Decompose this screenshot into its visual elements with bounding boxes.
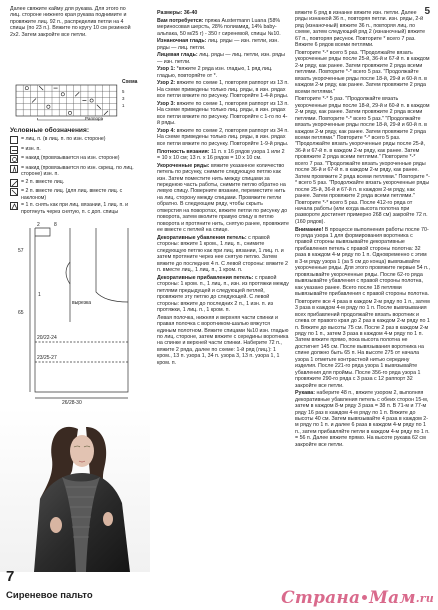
chart-repeat-label: Раппорт <box>85 116 103 121</box>
chart-stitch-mark <box>75 92 79 96</box>
instruction-paragraph <box>295 50 430 95</box>
k2tog-symbol <box>10 179 18 187</box>
instruction-text: Повторите все 4 раза в каждом 2-м ряду по 1 п., затем 3 раза в каждом 4-м ряду по 1 п. После вывязывания всех прибавлений продолжайте вязать воротник и слева от правого края до 2 раз в каждом 2-м ряду по 1 п. Вяжите до высоты 75 см. После 2 раз в каждом 2-м ряду по 1 п., затем 3 раза в каждом 4-м ряду по 1 п. Затем вяжите прямо, пока высота полотна не достигнет 145 см. После вывязывания воротника на спине должно быть 65 п. На высоте 275 от начала узора 1 отметьте контрастной нитью середину изделия. После 221-го ряда узора 1 вывязывайте убавления для проймы. После 356-го ряда узора 1 провяжите 290-го ряда с 3 раза с 12 раппорт 32 закройте все петли. <box>295 298 430 389</box>
legend-item <box>10 155 140 163</box>
legend-title: Условные обозначения: <box>10 127 90 134</box>
instruction-paragraph <box>295 390 430 448</box>
schematic-label: 20/22-24 <box>37 335 57 341</box>
chart-stitch-mark <box>68 111 71 114</box>
legend-item <box>10 165 140 178</box>
stitch-chart <box>10 76 150 124</box>
watermark-dot-icon <box>362 595 367 600</box>
instruction-heading: Узор 3: <box>157 101 176 108</box>
instruction-paragraph <box>157 163 289 234</box>
chart-row-number: 5 <box>122 89 125 94</box>
instruction-text: вяжите по схеме 1, повторяя раппорт из 13 п. На схеме приведены только лиц. ряды, в изн. рядах все петли вяжите по рисунку. Повторяйте 1-4-й ряды. <box>157 80 289 100</box>
watermark-suffix: .ru <box>415 591 434 605</box>
instruction-heading: Узор 1: <box>157 66 176 73</box>
symbol-legend <box>10 128 140 217</box>
chart-stitch-mark <box>97 105 101 109</box>
site-watermark-logo <box>281 586 434 610</box>
legend-item-text: = накид (провязывается по изн. скрещ. по лиц. стороне) изн. п. <box>21 164 134 178</box>
legend-item <box>10 136 140 144</box>
schematic-label: 1 <box>38 292 41 298</box>
instruction-paragraph <box>157 10 289 16</box>
instruction-heading: Плотность вязания: <box>157 148 210 155</box>
legend-item-text: = накид (провязывается на изн. стороне) <box>21 155 120 162</box>
chart-stitch-mark <box>25 87 28 90</box>
legend-item <box>10 202 140 215</box>
instruction-paragraph <box>157 18 289 37</box>
instruction-paragraph <box>295 96 430 225</box>
page-number: 5 <box>424 6 430 17</box>
crossed-yarn-over-symbol <box>10 165 18 173</box>
legend-item-text: = лиц. п. (в лиц. п. по изн. стороне) <box>21 136 106 143</box>
instruction-text: лиц. ряды — изн. петли, изн. ряды — лиц. петли. <box>157 38 279 51</box>
schematic-label: 57 <box>18 248 24 254</box>
instruction-heading: Декоративные убавления петель: <box>157 234 247 241</box>
schematic-label: 23/25-27 <box>37 355 57 361</box>
instruction-heading: Лицевая гладь: <box>157 52 198 59</box>
chart-stitch-mark <box>32 99 36 103</box>
instruction-text: *вяжите 2 ряда изн. гладью, 1 ряд лиц. гладью, повторяйте от *. <box>157 66 273 79</box>
intro-paragraph: Далее свяжите кайму для рукава. Для этого по лиц. стороне нижнего края рукава поднимите и провяжите лиц. 92 п., распределив петли на 4 спицы (по 23 п.). Вяжите по кругу 10 см резинкой 2х2. Затем закройте все петли. <box>10 6 131 38</box>
instruction-paragraph <box>157 66 289 79</box>
instruction-paragraph <box>157 275 289 314</box>
instruction-heading: Рукава: <box>295 390 315 397</box>
instruction-paragraph <box>157 101 289 127</box>
instruction-heading: Изнаночная гладь: <box>157 38 207 45</box>
watermark-text-b: Мам <box>369 588 416 608</box>
pattern-title: Сиреневое пальто <box>6 590 93 601</box>
instructions-column-right <box>295 10 430 449</box>
legend-item-text: = 2 п. вместе лиц. (для лиц. вместе лиц. с наклоном) <box>21 188 123 201</box>
schematic-label: вырезка <box>72 300 92 306</box>
instruction-paragraph <box>157 38 289 51</box>
k2tog-left-symbol <box>10 188 18 196</box>
instruction-heading: Декоративные прибавления петель: <box>157 274 254 281</box>
instruction-text: вяжите по схеме 2, повторяя раппорт из 34 п. На схеме приведены только лиц. ряды, в изн. рядах все петли вяжите по рисунку. Повторяйте 1-9-й ряды. <box>157 128 289 147</box>
instruction-text: вяжите указанное количество петель по рисунку, снимите следующую петлю как изн. Затем поместите нить между спицами за переднюю часть работы, снимите петлю обратно на левую спицу. Поверните вязание, переместите нить на лиц. сторону между спицами. Провяжите петли обратно. В следующем ряду, чтобы скрыть отверстия на поворотах, вяжите петли по рисунку до поворота, затем вколите правую спицу в петлю поворота и протяните нить, снятую ранее, провяжите ее вместе с петлей на спице. <box>157 162 289 234</box>
instruction-text: пряжа Austermann Luana (58% мериносовая шерсть, 28% полиамид, 14% baby-альпака, 50 м/25 г) - 350 г сиреневой, спицы №10. <box>157 17 281 37</box>
instruction-paragraph <box>157 52 289 65</box>
instruction-paragraph <box>157 128 289 147</box>
instruction-paragraph <box>157 80 289 99</box>
chart-row-number: 3 <box>122 96 125 101</box>
instruction-text: наберите 48 п., вяжите узором 2, выполняя декоративные убавления петель с обеих сторон 15-м, затем в каждом 8-м ряду 3 раза = 38 п. В 71-м и 77-м ряду 16 раз в каждом 4-м ряду по 1 п. Вяжите до высоты 40 см. Затем вывязывайте 4 раза в каждом 2-м ряду по 1 п. и далее 6 раза в каждом 4-м ряду по 1 п., затем прибавляйте петли в каждом 4-м ряду по 1 п. = 56 п. Далее вяжите прямо. На высоте рукава 62 см закройте все петли. <box>295 390 430 448</box>
instruction-text: Повторите *-* 5 раз. "Продолжайте вязать укороченные ряды после 18-й, 29-й и 60-й п. в каждом 2-м ряду, как ранее. Затем провяжите 2 ряда всеми петлями. Повторите *-* всего 5 раз." "Продолжайте вязать укороченные ряды после 18-й, 29-й и 60-й п. в каждом 2-м ряду, как ранее. Затем провяжите 2 ряда всеми петлями." Повторите *-* всего 5 раз. "Продолжайте вязать укороченные ряды после 25-й, 36-й и 67-й п. в каждом 2-м ряду, как ранее. Затем провяжите 2 ряда всеми петлями." Повторите *-* всего 7 раз. "Продолжайте вязать укороченные ряды после 36-й и 67-й п. в каждом 2-м ряду, как ранее. Затем провяжите 2 ряда всеми петлями." Повторите *-* всего 5 раз. "Продолжайте вязать укороченные ряды после 25-й, 36-й и 67-й п. в каждом 2-м ряду, как ранее. Затем провяжите 2 ряда всеми петлями." Повторите *-* всего 5 раз. После 412-го ряда от начала работы (или когда высота полотна при развороте достигнет примерно 268 см) закройте 72 п. (160 рядов). <box>295 96 430 225</box>
instruction-text: с правой стороны: 1 кром. п., 1 лиц. п., изн. из протяжки между петлями предыдущей и следующей петлей, провяжите эту петлю до следующей. С левой стороны: вяжите до последних 2 п., 1 изн. п. из протяжки, 1 лиц. п., 1 кром. п. <box>157 274 289 313</box>
instruction-text: Повторите *-* всего 5 раз. "Продолжайте вязать укороченные ряды после 25-й, 36-й и 67-й п. в каждом 2-м ряду, как ранее. Затем провяжите 2 ряда всеми петлями. Повторите *-* всего 5 раз. "Продолжайте вязать укороченные ряды после 18-й, 29-й и 60-й п. в каждом 2-м ряду, как ранее. Затем провяжите 2 ряда всеми петлями." <box>295 49 430 95</box>
instruction-text: 11 п. х 16 рядов узора 1 или 2 = 10 х 10 см; 13 п. х 16 рядов = 10 х 10 см. <box>157 148 285 162</box>
instruction-heading: Укороченные ряды: <box>157 162 210 169</box>
model-photo <box>0 407 150 572</box>
chart-scheme-label: Схема <box>122 79 138 85</box>
schematic-label: 26/28-30 <box>62 400 82 404</box>
instruction-paragraph <box>295 10 430 49</box>
instruction-heading: Внимание! <box>295 226 324 233</box>
chart-stitch-mark <box>61 93 64 96</box>
instructions-column-middle <box>157 10 289 367</box>
instruction-text: вяжите по схеме 1, повторяя раппорт из 13 п. На схеме приведены только лиц. ряды, в изн. рядах все петли вяжите по рисунку. Повторяйте с 1-го по 4-й ряды. <box>157 101 289 127</box>
ssk-symbol <box>10 202 18 210</box>
chart-stitch-mark <box>90 99 93 102</box>
legend-item-text: = изн. п. <box>21 145 41 152</box>
schematic-label: 8 <box>54 222 57 228</box>
pattern-number: 7 <box>6 568 15 585</box>
instruction-paragraph <box>157 149 289 162</box>
instruction-paragraph <box>157 235 289 274</box>
instruction-heading: Узор 4: <box>157 128 176 135</box>
chart-stitch-mark <box>39 86 43 90</box>
legend-item-text: = 1 п. снять как при лиц. вязании, 1 лиц. п. и протянуть через снятую, п. с доп. спицы <box>21 202 129 215</box>
instruction-paragraph <box>295 227 430 298</box>
legend-item-text: = 2 п. вместе лиц. <box>21 178 65 185</box>
knit-stitch-symbol <box>10 136 18 144</box>
left-intro-text <box>10 6 135 39</box>
garment-schematic <box>10 222 150 404</box>
yarn-over-symbol <box>10 155 18 163</box>
legend-item <box>10 179 140 187</box>
chart-stitch-mark <box>104 111 108 115</box>
legend-item <box>10 146 140 154</box>
instruction-paragraph <box>157 315 289 367</box>
instruction-paragraph <box>295 299 430 389</box>
instruction-text: лиц. ряды — лиц. петли, изн. ряды — изн. петли. <box>157 52 285 65</box>
chart-row-number: 1 <box>122 103 125 108</box>
instruction-heading: Узор 2: <box>157 80 176 87</box>
instruction-text: Левая полочка, нижняя и верхняя части спинки и правая полочка с воротником-шалью вяжутся единым полотном. Вяжите спицами №10 изн. гладью по лиц. стороне, затем вяжите с середины воротника на спинке и верхней части спинки. Наберите 72 п., вяжите 2 ряда, далее по схеме: 1-й ряд (лиц.): 1 кром., 13 п. узора 1, 34 п. узора 3, 13 п. узора 1, 1 кром. п. <box>157 314 289 366</box>
instruction-text: В процессе выполнения работы после 70-го ряда узора 1 для формирования воротника с правой стороны вывязывайте декоративные прибавления петель с правой стороны полотна: 32 раза в каждом 4-м ряду по 1 п. Одновременно с этим в 3-м ряду узора 1 (за 5 см до конца) вывязывайте укороченные ряды. Для этого провяжите первые 54 п., провязывайте укороченные ряды. После 62-го ряда вывязывайте убавления с правой стороны полотна, как указано ранее. Всего после 18 петлями вывязывайте прибавления с правой стороны полотна. <box>295 226 430 298</box>
schematic-label: 65 <box>18 310 24 316</box>
instruction-text: с правой стороны: вяжите 1 кром., 1 лиц. п., снимите следующую петлю как при лиц. вязании, 1 лиц. п. и затем протяните через нее снятую петлю. Затем вяжите до последних 4 п. С левой стороны: вяжите 2 п. вместе лиц., 1 лиц. п., 1 кром. п. <box>157 234 288 274</box>
watermark-text-a: Страна <box>281 588 361 608</box>
instruction-heading: Размеры: 36-40 <box>157 10 198 16</box>
chart-stitch-mark <box>47 105 50 108</box>
legend-item <box>10 188 140 201</box>
instruction-text: вяжите 6 ряд в изнанке вяжите изн. петли. Далее ряды изнанкой 36 п., повторяя петли. изн. ряды, 2-й ряд (изнаночный) вяжите 36 п., повторяя лиц. по схеме, затем следующий ряд 2 (изнаночный) вяжите 67 п., повторяя рисунок. Повторите * всего 7 раз. Вяжите 6 рядов всеми петлями. <box>295 10 426 49</box>
instruction-heading: Вам потребуется: <box>157 17 204 24</box>
purl-stitch-symbol <box>10 146 18 154</box>
schematic-label: 2 <box>37 222 40 228</box>
